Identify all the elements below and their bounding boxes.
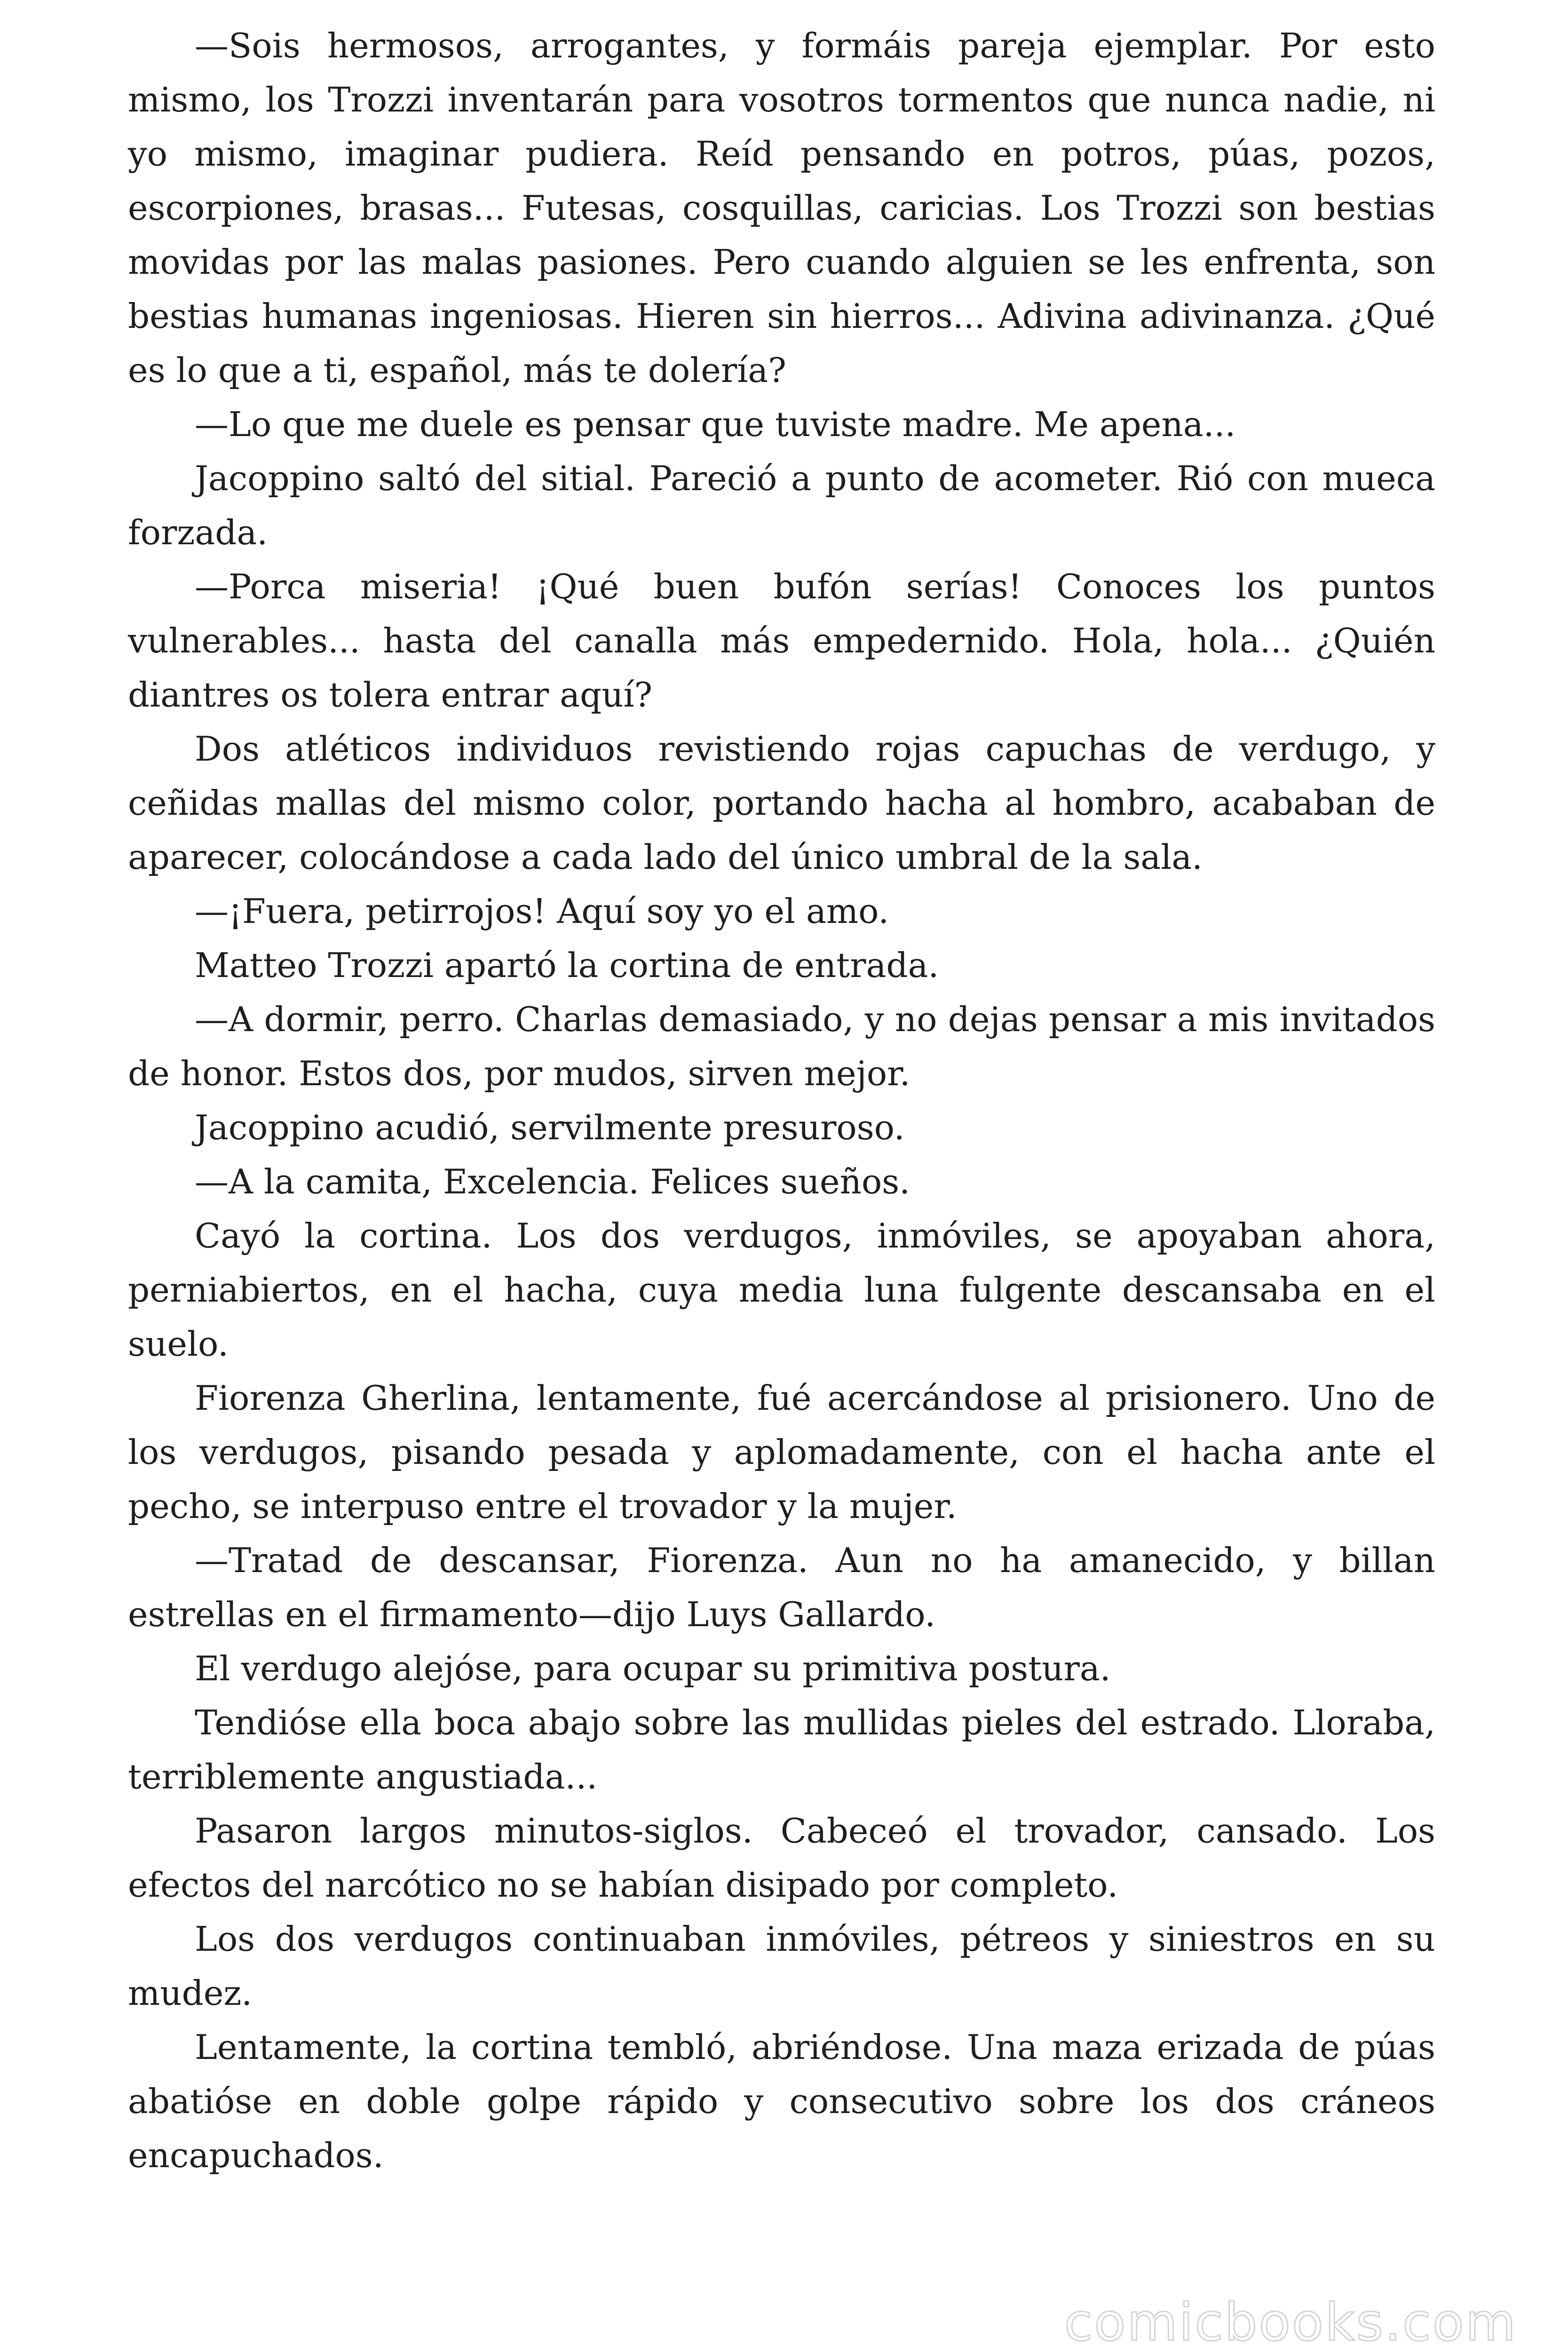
paragraph: El verdugo alejóse, para ocupar su primitiva postura. [195, 1649, 1111, 1688]
page-text [128, 19, 1435, 2183]
paragraph: Cayó la cortina. Los dos verdugos, inmóviles, se apoyaban ahora, perniabiertos, en el hacha, cuya media luna fulgente descansaba en el suelo. [128, 1216, 1435, 1364]
paragraph: Tendióse ella boca abajo sobre las mullidas pieles del estrado. Lloraba, terriblemente angustiada... [128, 1703, 1435, 1796]
paragraph: —¡Fuera, petirrojos! Aquí soy yo el amo. [195, 891, 889, 931]
paragraph: —Lo que me duele es pensar que tuviste madre. Me apena... [195, 405, 1236, 444]
paragraph: Lentamente, la cortina tembló, abriéndose. Una maza erizada de púas abatióse en doble golpe rápido y consecutivo sobre los dos cráneos encapuchados. [128, 2027, 1435, 2175]
paragraph: —Tratad de descansar, Fiorenza. Aun no ha amanecido, y billan estrellas en el firmamento—dijo Luys Gallardo. [128, 1541, 1435, 1634]
paragraph: Los dos verdugos continuaban inmóviles, pétreos y siniestros en su mudez. [128, 1919, 1435, 2013]
paragraph: Jacoppino acudió, servilmente presuroso. [195, 1108, 905, 1147]
paragraph: —Sois hermosos, arrogantes, y formáis pareja ejemplar. Por esto mismo, los Trozzi inventarán para vosotros tormentos que nunca nadie, ni yo mismo, imaginar pudiera. Reíd pensando en potros, púas, pozos, escorpiones, brasas... Futesas, cosquillas, caricias. Los Trozzi son bestias movidas por las malas pasiones. Pero cuando alguien se les enfrenta, son bestias humanas ingeniosas. Hieren sin hierros... Adivina adivinanza. ¿Qué es lo que a ti, español, más te dolería? [128, 26, 1435, 390]
paragraph: —Porca miseria! ¡Qué buen bufón serías! Conoces los puntos vulnerables... hasta del canalla más empedernido. Hola, hola... ¿Quién diantres os tolera entrar aquí? [128, 567, 1435, 715]
paragraph: Jacoppino saltó del sitial. Pareció a punto de acometer. Rió con mueca forzada. [128, 459, 1435, 552]
paragraph: Dos atléticos individuos revistiendo rojas capuchas de verdugo, y ceñidas mallas del mismo color, portando hacha al hombro, acababan de aparecer, colocándose a cada lado del único umbral de la sala. [128, 729, 1435, 877]
paragraph: Fiorenza Gherlina, lentamente, fué acercándose al prisionero. Uno de los verdugos, pisando pesada y aplomadamente, con el hacha ante el pecho, se interpuso entre el trovador y la mujer. [128, 1378, 1435, 1526]
paragraph: Matteo Trozzi apartó la cortina de entrada. [195, 946, 939, 985]
watermark: comicbooks.com [1064, 2292, 1517, 2352]
paragraph: Pasaron largos minutos-siglos. Cabeceó el trovador, cansado. Los efectos del narcótico no se habían disipado por completo. [128, 1811, 1435, 1905]
paragraph: —A dormir, perro. Charlas demasiado, y no dejas pensar a mis invitados de honor. Estos dos, por mudos, sirven mejor. [128, 1000, 1435, 1093]
paragraph: —A la camita, Excelencia. Felices sueños. [195, 1162, 910, 1201]
